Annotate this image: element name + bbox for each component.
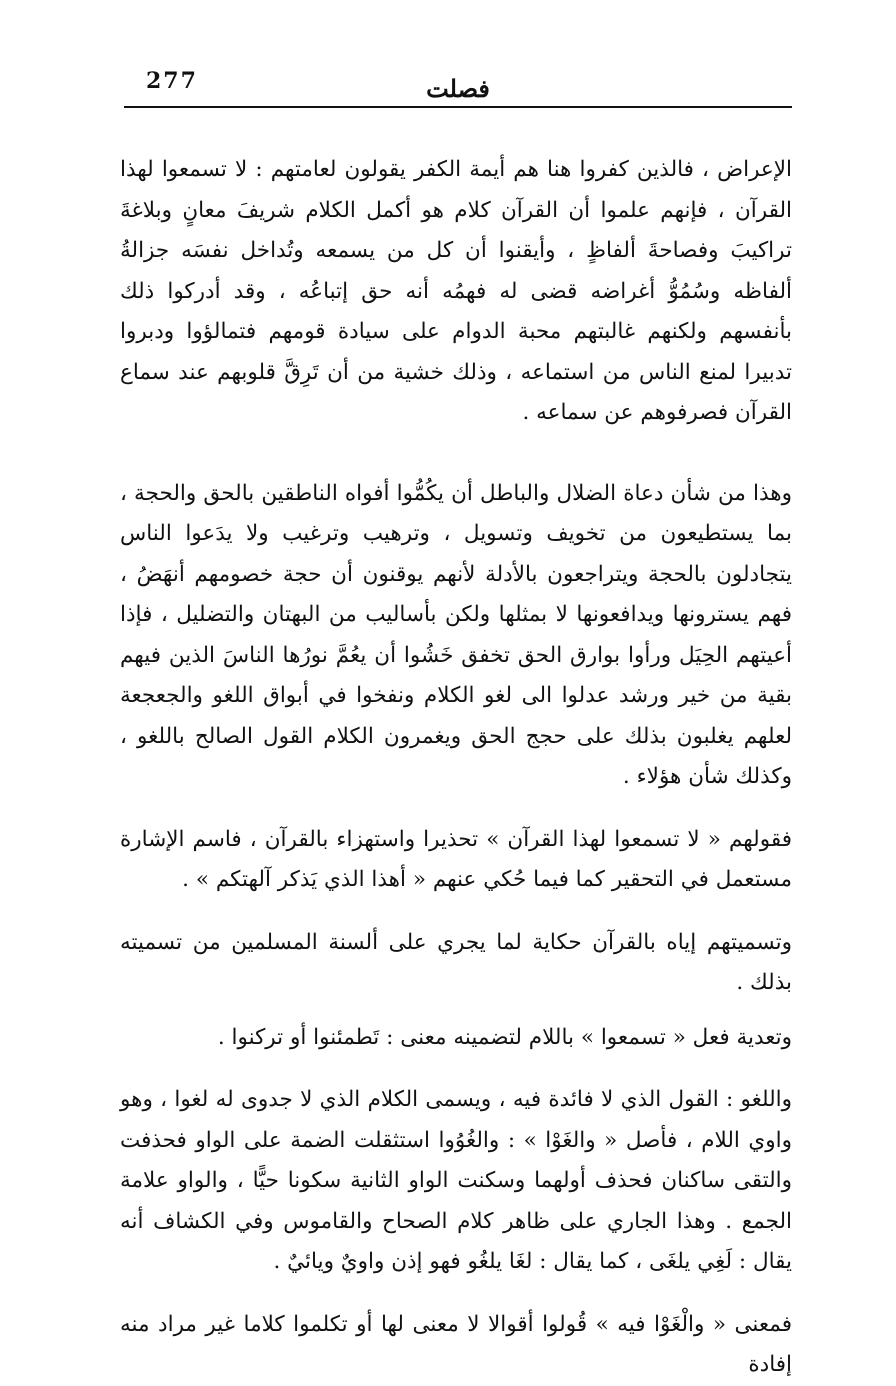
paragraph-4: وتسميتهم إياه بالقرآن حكاية لما يجري على ألسنة المسلمين من تسميته بذلك . bbox=[120, 929, 792, 995]
paragraph-7: فمعنى « والْغَوْا فيه » قُولوا أقوالا لا معنى لها أو تكلموا كلاما غير مراد منه إفادة bbox=[120, 1311, 792, 1377]
header-rule bbox=[124, 106, 792, 108]
paragraph-gap bbox=[120, 901, 792, 923]
running-title: فصلت bbox=[426, 74, 490, 103]
page-number: 277 bbox=[146, 68, 198, 94]
paragraph-gap bbox=[120, 1283, 792, 1305]
paragraph-5: وتعدية فعل « تسمعوا » باللام لتضمينه معنى : تَطمئنوا أو تركنوا . bbox=[217, 1024, 792, 1050]
paragraph-gap bbox=[120, 1058, 792, 1080]
paragraph-1: الإعراض ، فالذين كفروا هنا هم أيمة الكفر يقولون لعامتهم : لا تسمعوا لهذا القرآن ، فإنهم علموا أن القرآن كلام هو أكمل الكلام شريفَ معانٍ وبلاغةَ تراكيبَ وفصاحةَ ألفاظٍ ، وأيقنوا أن كل من يسمعه وتُداخل نفسَه جزالةُ ألفاظه وسُمُوُّ أغراضه قضى له فهمُه أنه حق إتباعُه ، وقد أدركوا ذلك بأنفسهم ولكنهم غالبتهم محبة الدوام على سيادة قومهم فتمالؤوا ودبروا تدبيرا لمنع الناس من استماعه ، وذلك خشية من أن تَرِقَّ قلوبهم عند سماع القرآن فصرفوهم عن سماعه . bbox=[120, 157, 792, 425]
paragraph-gap bbox=[120, 1004, 792, 1018]
paragraph-2: وهذا من شأن دعاة الضلال والباطل أن يكُمُّوا أفواه الناطقين بالحق والحجة ، بما يستطيعون من تخويف وتسويل ، وترهيب وترغيب ولا يدَعوا الناس يتجادلون بالحجة ويتراجعون بالأدلة لأنهم يوقنون أن حجة خصومهم أنهَضُ ، فهم يسترونها ويدافعونها لا بمثلها ولكن بأساليب من البهتان والتضليل ، فإذا أعيتهم الحِيَل ورأوا بوارق الحق تخفق خَشُوا أن يعُمَّ نورُها الناسَ الذين فيهم بقية من خير ورشد عدلوا الى لغو الكلام ونفخوا في أبواق اللغو والجعجعة لعلهم يغلبون بذلك على حجج الحق ويغمرون الكلام القول الصالح باللغو ، وكذلك شأن هؤلاء . bbox=[120, 480, 792, 789]
page-header bbox=[124, 60, 792, 108]
page-body bbox=[120, 150, 792, 1386]
section-break bbox=[120, 434, 792, 474]
paragraph-3: فقولهم « لا تسمعوا لهذا القرآن » تحذيرا واستهزاء بالقرآن ، فاسم الإشارة مستعمل في التحقير كما فيما حُكي عنهم « أهذا الذي يَذكر آلهتكم » . bbox=[120, 826, 792, 892]
paragraph-gap bbox=[120, 798, 792, 820]
paragraph-6: واللغو : القول الذي لا فائدة فيه ، ويسمى الكلام الذي لا جدوى له لغوا ، وهو واوي اللام ، فأصل « والغَوْا » : والغُوُوا استثقلت الضمة على الواو فحذفت والتقى ساكنان فحذف أولهما وسكنت الواو الثانية سكونا حيًّا ، والواو علامة الجمع . وهذا الجاري على ظاهر كلام الصحاح والقاموس وفي الكشاف أنه يقال : لَغِي يلغَى ، كما يقال : لغَا يلغُو فهو إذن واويٌ ويائيٌ . bbox=[120, 1087, 792, 1274]
